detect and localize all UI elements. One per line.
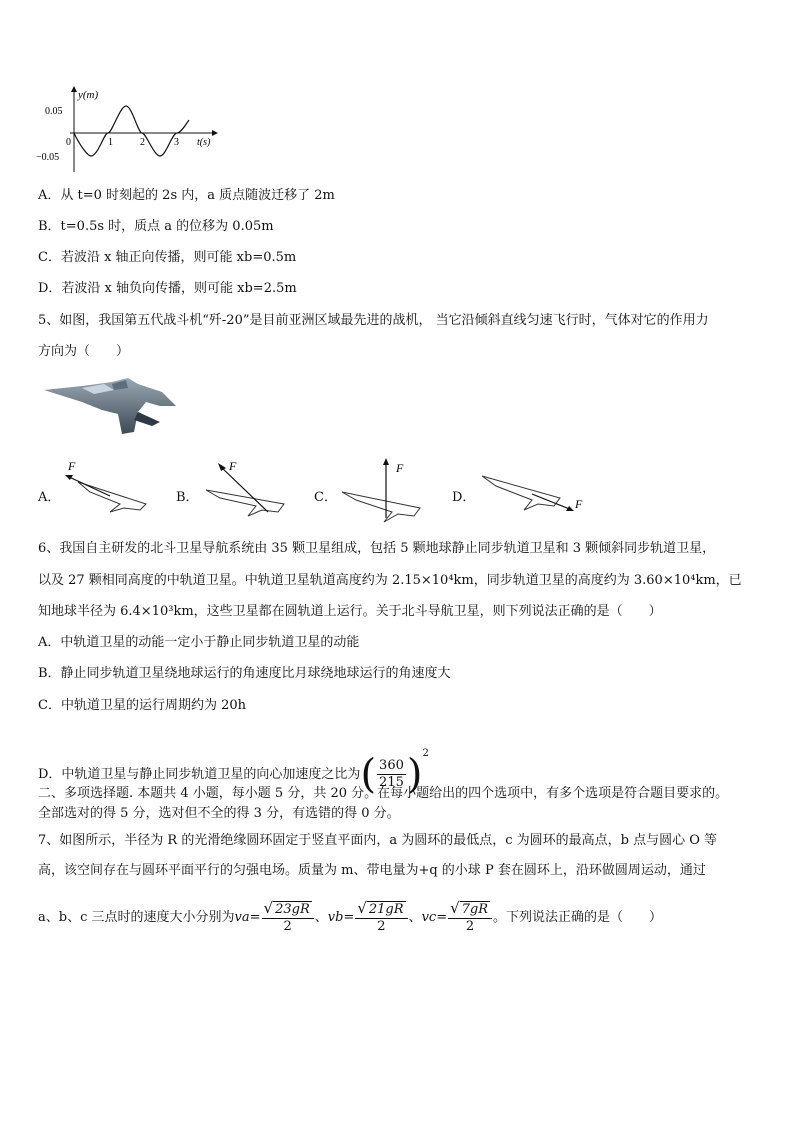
graph-origin-label: 0 xyxy=(66,137,71,148)
graph-t-label: t(s) xyxy=(197,137,211,148)
q7-vb-numerator xyxy=(355,900,407,919)
q7-stem-line-3-text: a、b、c 三点时的速度大小分别为 xyxy=(38,910,235,925)
q7-vc-fraction xyxy=(448,900,492,935)
q6-option-c: C．中轨道卫星的运行周期约为 20h xyxy=(38,698,246,713)
graph-t-axis-arrow xyxy=(212,130,218,136)
q7-vb-denominator: 2 xyxy=(377,919,386,934)
sqrt-icon: √ xyxy=(450,899,460,917)
q5-stem-line-2: 方向为（ ） xyxy=(38,344,130,359)
q6-option-d-text: D．中轨道卫星与静止同步轨道卫星的向心加速度之比为 xyxy=(38,767,361,782)
q7-vb-radicand: 21gR xyxy=(368,902,404,917)
q6-option-b: B．静止同步轨道卫星绕地球运行的角速度比月球绕地球运行的角速度大 xyxy=(38,666,451,681)
force-label-b: F xyxy=(229,459,237,473)
graph-y-axis-arrow xyxy=(71,86,77,92)
graph-tick-2: 2 xyxy=(140,137,145,148)
q6-paren-left: ( xyxy=(360,751,377,798)
force-arrow-b xyxy=(220,466,268,512)
graph-y-neg-label: −0.05 xyxy=(36,152,60,163)
q5-option-c-label: C． xyxy=(314,490,337,505)
jet-outline-d xyxy=(482,476,560,510)
force-arrowhead-c xyxy=(383,458,389,465)
q5-stem-line-1: 5、如图，我国第五代战斗机“歼-20”是目前亚洲区域最先进的战机， 当它沿倾斜直线匀速飞行时，气体对它的作用力 xyxy=(38,313,709,328)
sqrt-icon: √ xyxy=(357,899,367,917)
force-arrow-d xyxy=(532,494,572,510)
q5-option-d-label: D． xyxy=(452,490,476,505)
q7-va-fraction xyxy=(262,900,314,935)
force-label-a: F xyxy=(68,459,76,473)
force-arrow-a xyxy=(67,476,110,496)
q4-option-a: A．从 t=0 时刻起的 2s 内，a 质点随波迁移了 2m xyxy=(38,188,335,203)
q5-option-c-diagram xyxy=(336,456,446,528)
jet-outline-b xyxy=(206,490,284,516)
graph-tick-1: 1 xyxy=(108,137,113,148)
section2-line-1: 二、多项选择题. 本题共 4 小题，每小题 5 分，共 20 分。在每小题给出的四个选项中，有多个选项是符合题目要求的。 xyxy=(38,786,729,801)
graph-tick-3: 3 xyxy=(174,137,179,148)
graph-y-label: y(m) xyxy=(78,89,99,101)
q7-stem-line-2: 高，该空间存在与圆环平面平行的匀强电场。质量为 m、带电量为+q 的小球 P 套在圆环上，沿环做圆周运动，通过 xyxy=(38,863,706,878)
section2-line-2: 全部选对的得 5 分，选对但不全的得 3 分，有选错的得 0 分。 xyxy=(38,806,400,821)
q5-option-a-diagram xyxy=(60,456,156,524)
q7-sep-1: 、 xyxy=(314,910,328,925)
q4-option-d: D．若波沿 x 轴负向传播，则可能 xb=2.5m xyxy=(38,281,297,296)
q5-option-b-diagram xyxy=(196,456,306,524)
q7-va-numerator xyxy=(262,900,314,919)
q6-option-a: A．中轨道卫星的动能一定小于静止同步轨道卫星的动能 xyxy=(38,635,360,650)
q7-vc-denominator: 2 xyxy=(465,919,475,934)
jet-outline-c xyxy=(342,492,420,522)
fighter-jet-image xyxy=(42,376,182,438)
q7-vb-symbol: vb xyxy=(327,910,344,925)
q4-option-c: C．若波沿 x 轴正向传播，则可能 xb=0.5m xyxy=(38,250,297,265)
q5-option-d-diagram xyxy=(476,466,592,522)
force-label-d: F xyxy=(575,497,583,511)
q4-option-b: B．t=0.5s 时，质点 a 的位移为 0.05m xyxy=(38,219,274,234)
q7-vc-symbol: vc xyxy=(421,910,437,925)
q7-stem-end: 。下列说法正确的是（ ） xyxy=(493,910,663,925)
graph-y-pos-label: 0.05 xyxy=(45,106,63,117)
q7-va-denominator: 2 xyxy=(283,919,292,934)
force-arrowhead-a xyxy=(65,475,73,480)
q7-va-radicand: 23gR xyxy=(275,902,310,917)
graph-sine-curve xyxy=(74,106,189,156)
q6-paren-right: ) xyxy=(406,751,423,798)
q5-option-a-label: A． xyxy=(38,490,61,505)
q6-ratio-denominator: 215 xyxy=(379,775,404,790)
q7-sep-2: 、 xyxy=(408,910,422,925)
q7-va-symbol: va xyxy=(234,910,250,925)
q7-vc-numerator xyxy=(448,900,492,919)
q7-vb-fraction xyxy=(355,900,407,935)
q7-stem-line-1: 7、如图所示，半径为 R 的光滑绝缘圆环固定于竖直平面内，a 为圆环的最低点，c 为圆环的最高点，b 点与圆心 O 等 xyxy=(38,833,717,848)
q7-stem-line-3: a、b、c 三点时的速度大小分别为va= $\frac{√ 23gR}{2}$ 、vb= $\frac{√ 21gR}{2}$ 、vc= $\frac{√ 7gR}{2}$ 。下列说法正确的是（ ） xyxy=(38,899,663,934)
sqrt-icon: √ xyxy=(263,899,274,917)
q7-vc-radicand: 7gR xyxy=(461,902,489,917)
q6-stem-line-3: 知地球半径为 6.4×10³km，这些卫星都在圆轨道上运行。关于北斗导航卫星，则下列说法正确的是（ ） xyxy=(38,604,662,619)
wave-graph xyxy=(34,84,224,174)
force-label-c: F xyxy=(396,461,404,475)
q5-option-b-label: B． xyxy=(176,490,199,505)
q6-stem-line-1: 6、我国自主研发的北斗卫星导航系统由 35 颗卫星组成，包括 5 颗地球静止同步轨道卫星和 3 颗倾斜同步轨道卫星， xyxy=(38,541,716,556)
q6-ratio-numerator: 360 xyxy=(379,758,404,773)
q6-stem-line-2: 以及 27 颗相同高度的中轨道卫星。中轨道卫星轨道高度约为 2.15×10⁴km，同步轨道卫星的高度约为 3.60×10⁴km，已 xyxy=(38,573,742,588)
q6-ratio-exponent: 2 xyxy=(422,748,429,759)
